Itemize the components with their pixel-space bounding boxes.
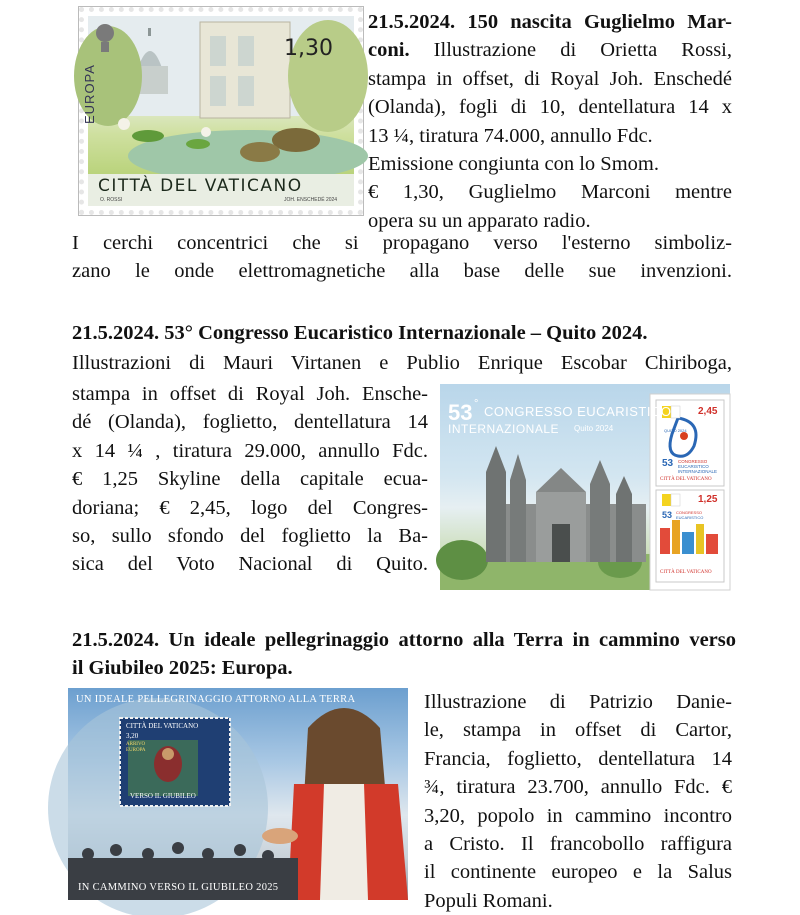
section3-line6: a Cristo. Il francobollo raffigura	[424, 833, 732, 856]
europa-label: EUROPA	[82, 64, 97, 124]
section3-line2: le, stampa in offset di Cartor,	[424, 719, 732, 742]
mini-title2: EUCARISTICO	[678, 464, 709, 469]
section1-full-text	[72, 229, 732, 286]
stamp-printer: JOH. ENSCHEDÉ 2024	[284, 197, 338, 203]
section2-heading-block	[72, 319, 732, 378]
section1-line4: 13 ¼, tiratura 74.000, annullo Fdc.	[368, 124, 653, 147]
sheet3-bottom-title: IN CAMMINO VERSO IL GIUBILEO 2025	[78, 882, 279, 893]
mini-title1-2: CONGRESSO	[676, 510, 703, 515]
section3-line3: Francia, foglietto, dentellatura 14	[424, 747, 732, 770]
section1-line6: € 1,30, Guglielmo Marconi mentre	[368, 181, 732, 204]
sheet-title2: INTERNAZIONALE	[448, 422, 560, 436]
sheet-title3: Quito 2024	[574, 424, 614, 433]
section3-line4: ¾, tiratura 23.700, annullo Fdc. €	[424, 776, 732, 799]
mini-country-1: CITTÀ DEL VATICANO	[660, 477, 712, 482]
section1-line7: opera su un apparato radio.	[368, 209, 591, 232]
section1-line2: stampa in offset, di Royal Joh. Enschedé	[368, 67, 732, 90]
marconi-stamp-image	[78, 6, 364, 216]
congress-souvenir-sheet	[440, 384, 730, 590]
section2-line7: sica del Voto Nacional di Quito.	[72, 553, 428, 576]
mini-title3: INTERNAZIONALE	[678, 469, 718, 474]
section2-text	[72, 380, 428, 579]
mini-number-2: 53	[662, 510, 673, 520]
section2-full-line: Illustrazioni di Mauri Virtanen e Publio Enrique Escobar Chiriboga,	[72, 352, 732, 375]
section1-text	[368, 8, 732, 235]
section3-line7: il continente europeo e la Salus	[424, 861, 732, 884]
section2-line4: € 1,25 Skyline della capitale ecua-	[72, 468, 428, 491]
stamp3-verso: VERSO IL GIUBILEO	[130, 792, 196, 800]
section2-line6: so, sullo sfondo del foglietto la Ba-	[72, 525, 428, 548]
stamp-value-1-25: 1,25	[698, 494, 718, 505]
mini-title1: CONGRESSO	[678, 459, 708, 464]
stamp-country: CITTÀ DEL VATICANO	[98, 176, 303, 196]
stamp-artist: O. ROSSI	[100, 197, 123, 203]
section3-line5: 3,20, popolo in cammino incontro	[424, 804, 732, 827]
section1-full-line1: I cerchi concentrici che si propagano verso l'esterno simboliz-	[72, 232, 732, 254]
pilgrimage-souvenir-sheet	[68, 688, 408, 900]
section3-line1: Illustrazione di Patrizio Danie-	[424, 691, 732, 713]
section2-line1: stampa in offset di Royal Joh. Ensche-	[72, 383, 428, 405]
section3-line8: Populi Romani.	[424, 889, 553, 912]
section1-line1: Illustrazione di Orietta Rossi,	[409, 39, 732, 62]
section1-full-line2: zano le onde elettromagnetiche alla base delle sue invenzioni.	[72, 260, 732, 283]
section2-line2: dé (Olanda), foglietto, dentellatura 14	[72, 411, 428, 434]
stamp-illustration	[82, 16, 354, 206]
sheet-degree: °	[474, 398, 479, 410]
mini-country-2: CITTÀ DEL VATICANO	[660, 570, 712, 575]
congress-logo-text: QUITO 2024	[664, 428, 687, 433]
section1-heading-line1: 21.5.2024. 150 nascita Guglielmo Mar-	[368, 11, 732, 33]
section1-line3: (Olanda), fogli di 10, dentellatura 14 x	[368, 96, 732, 119]
stamp-value-2-45: 2,45	[698, 406, 718, 417]
stamp3-europa: EUROPA	[126, 748, 146, 753]
section2-line5: doriana; € 2,45, logo del Congres-	[72, 496, 428, 519]
section2-line3: x 14 ¼ , tiratura 29.000, annullo Fdc.	[72, 439, 428, 462]
mini-title2-2: EUCARISTICO	[676, 515, 704, 520]
section3-heading-line1: 21.5.2024. Un ideale pellegrinaggio attorno alla Terra in cammino verso	[72, 629, 736, 651]
section3-heading-block	[72, 626, 736, 683]
stamp3-country: CITTÀ DEL VATICANO	[126, 722, 199, 730]
mini-number: 53	[662, 458, 674, 469]
sheet-number: 53	[448, 400, 473, 425]
section2-heading: 21.5.2024. 53° Congresso Eucaristico Internazionale – Quito 2024.	[72, 322, 648, 344]
sheet3-top-title: UN IDEALE PELLEGRINAGGIO ATTORNO ALLA TERRA	[76, 694, 356, 705]
section1-heading-line2: coni.	[368, 39, 410, 62]
stamp3-value: 3,20	[126, 732, 139, 740]
stamp-value: 1,30	[284, 36, 333, 61]
sheet-title1: CONGRESSO EUCARISTICO	[484, 404, 672, 419]
section3-heading-line2: il Giubileo 2025: Europa.	[72, 657, 293, 680]
stamp3-arrivo: ARRIVO	[126, 742, 146, 747]
section1-line5: Emissione congiunta con lo Smom.	[368, 153, 659, 176]
section3-text	[424, 688, 732, 915]
